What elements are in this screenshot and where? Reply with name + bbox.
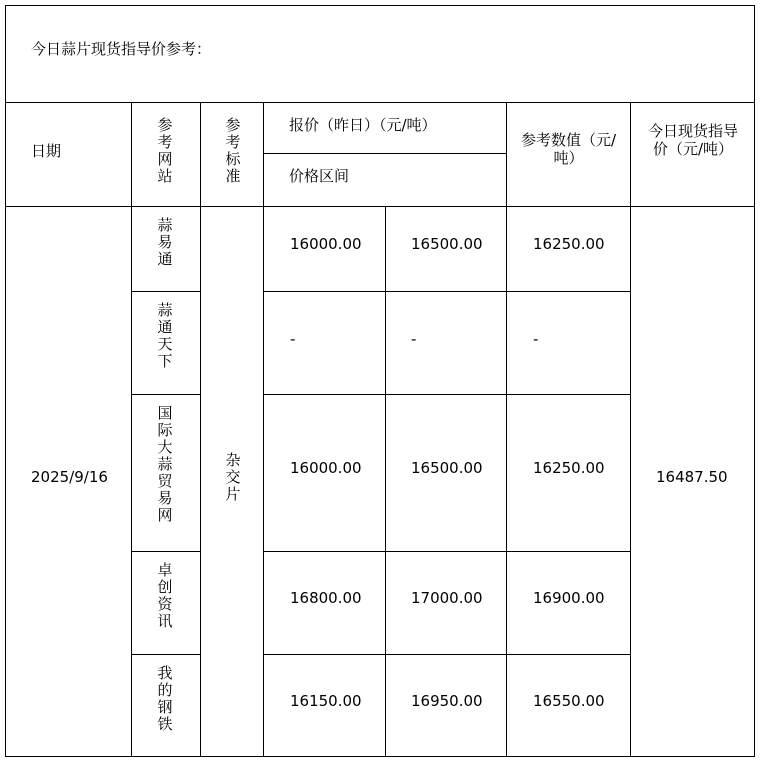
standard-cell: 杂交片 xyxy=(225,451,241,503)
price-table xyxy=(5,5,755,757)
price-high-cell: - xyxy=(411,330,417,348)
border-bottom xyxy=(5,756,755,757)
divider-row1 xyxy=(263,291,630,292)
price-high-cell: 16500.00 xyxy=(411,459,483,477)
divider-col5 xyxy=(506,102,507,757)
ref-value-cell: 16250.00 xyxy=(533,459,605,477)
site-cell: 国际大蒜贸易网 xyxy=(157,404,173,524)
divider-header xyxy=(5,206,755,207)
header-today-price: 今日现货指导价（元/吨） xyxy=(647,122,738,158)
divider-site4 xyxy=(131,654,200,655)
header-site: 参考网站 xyxy=(157,116,173,185)
site-cell: 卓创资讯 xyxy=(157,561,173,630)
price-high-cell: 16950.00 xyxy=(411,692,483,710)
header-date: 日期 xyxy=(31,142,62,160)
price-high-cell: 17000.00 xyxy=(411,589,483,607)
price-low-cell: 16000.00 xyxy=(290,459,362,477)
divider-site2 xyxy=(131,394,200,395)
ref-value-cell: 16900.00 xyxy=(533,589,605,607)
divider-col6 xyxy=(630,102,631,757)
ref-value-cell: - xyxy=(533,330,539,348)
divider-row4 xyxy=(263,654,630,655)
divider-col2 xyxy=(200,102,201,757)
site-cell: 蒜通天下 xyxy=(157,301,173,370)
header-quote: 报价（昨日）（元/吨） xyxy=(289,116,437,134)
divider-col4 xyxy=(385,206,386,757)
header-standard: 参考标准 xyxy=(225,116,241,185)
divider-row3 xyxy=(263,551,630,552)
divider-quote xyxy=(263,153,506,154)
divider-col3 xyxy=(263,102,264,757)
divider-site3 xyxy=(131,551,200,552)
price-low-cell: 16800.00 xyxy=(290,589,362,607)
price-high-cell: 16500.00 xyxy=(411,235,483,253)
price-low-cell: 16150.00 xyxy=(290,692,362,710)
price-low-cell: - xyxy=(290,330,296,348)
today-price-cell: 16487.50 xyxy=(656,468,728,486)
price-low-cell: 16000.00 xyxy=(290,235,362,253)
divider-site1 xyxy=(131,291,200,292)
table-title: 今日蒜片现货指导价参考： xyxy=(31,40,212,58)
header-ref-value: 参考数值（元/吨） xyxy=(520,131,617,167)
ref-value-cell: 16250.00 xyxy=(533,235,605,253)
site-cell: 蒜易通 xyxy=(157,216,173,268)
site-cell: 我的钢铁 xyxy=(157,664,173,733)
divider-col1 xyxy=(131,102,132,757)
divider-row2 xyxy=(263,394,630,395)
border-top xyxy=(5,5,755,6)
divider-title xyxy=(5,102,755,103)
date-cell: 2025/9/16 xyxy=(31,468,108,486)
border-left xyxy=(5,5,6,757)
border-right xyxy=(754,5,755,757)
ref-value-cell: 16550.00 xyxy=(533,692,605,710)
header-range: 价格区间 xyxy=(289,167,350,185)
